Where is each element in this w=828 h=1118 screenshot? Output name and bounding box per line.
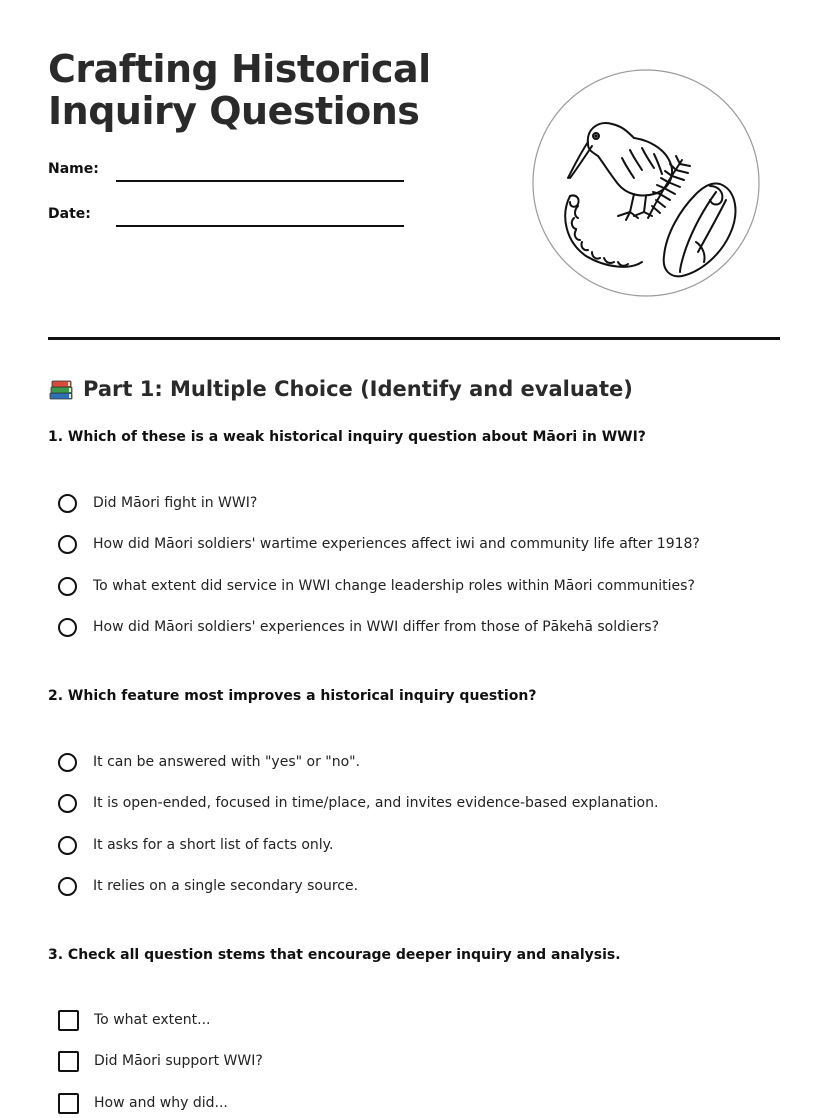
q1-option-a-label: Did Māori fight in WWI? — [93, 495, 258, 511]
q3-option-b-label: Did Māori support WWI? — [94, 1053, 263, 1069]
q1-option-b-label: How did Māori soldiers' wartime experiences affect iwi and community life after 1918? — [93, 536, 700, 552]
kiwi-fern-emblem — [530, 66, 762, 300]
books-icon — [48, 377, 74, 401]
q2-option-d[interactable] — [58, 874, 358, 898]
name-write-line[interactable] — [116, 180, 404, 182]
title-line-1: Crafting Historical — [48, 47, 431, 91]
q1-option-c[interactable] — [58, 574, 695, 598]
question-3-text: 3. Check all question stems that encourage deeper inquiry and analysis. — [48, 947, 621, 963]
q2-option-a-radio[interactable] — [58, 753, 77, 772]
question-2-text: 2. Which feature most improves a historical inquiry question? — [48, 688, 537, 704]
q2-option-b-label: It is open-ended, focused in time/place, and invites evidence-based explanation. — [93, 795, 659, 811]
q2-option-c[interactable] — [58, 833, 333, 857]
q1-option-d[interactable] — [58, 615, 659, 639]
q3-option-b-checkbox[interactable] — [58, 1051, 79, 1072]
q1-option-a-radio[interactable] — [58, 494, 77, 513]
q3-option-a-label: To what extent... — [94, 1012, 211, 1028]
part1-title: Part 1: Multiple Choice (Identify and evaluate) — [83, 377, 633, 401]
q3-option-c[interactable] — [58, 1091, 228, 1115]
q1-option-c-label: To what extent did service in WWI change leadership roles within Māori communities? — [93, 578, 695, 594]
q2-option-c-label: It asks for a short list of facts only. — [93, 837, 334, 853]
worksheet-title — [48, 48, 468, 132]
q1-option-b-radio[interactable] — [58, 535, 77, 554]
name-field — [48, 160, 408, 190]
q3-option-b[interactable] — [58, 1049, 263, 1073]
q1-option-b[interactable] — [58, 532, 700, 556]
q2-option-b[interactable] — [58, 791, 658, 815]
q3-option-c-label: How and why did... — [94, 1095, 228, 1111]
q1-option-d-label: How did Māori soldiers' experiences in WWI differ from those of Pākehā soldiers? — [93, 619, 659, 635]
q1-option-a[interactable] — [58, 491, 257, 515]
q2-option-b-radio[interactable] — [58, 794, 77, 813]
title-line-2: Inquiry Questions — [48, 89, 420, 133]
q1-option-d-radio[interactable] — [58, 618, 77, 637]
q2-option-c-radio[interactable] — [58, 836, 77, 855]
date-field — [48, 205, 408, 235]
q2-option-d-label: It relies on a single secondary source. — [93, 878, 359, 894]
q1-option-c-radio[interactable] — [58, 577, 77, 596]
date-label: Date: — [48, 206, 91, 222]
date-write-line[interactable] — [116, 225, 404, 227]
q3-option-a-checkbox[interactable] — [58, 1010, 79, 1031]
part1-heading — [48, 374, 633, 404]
q2-option-d-radio[interactable] — [58, 877, 77, 896]
q2-option-a[interactable] — [58, 750, 360, 774]
name-label: Name: — [48, 161, 99, 177]
q2-option-a-label: It can be answered with "yes" or "no". — [93, 754, 361, 770]
header-divider — [48, 337, 780, 340]
question-1-text: 1. Which of these is a weak historical inquiry question about Māori in WWI? — [48, 429, 646, 445]
q3-option-c-checkbox[interactable] — [58, 1093, 79, 1114]
q3-option-a[interactable] — [58, 1008, 211, 1032]
